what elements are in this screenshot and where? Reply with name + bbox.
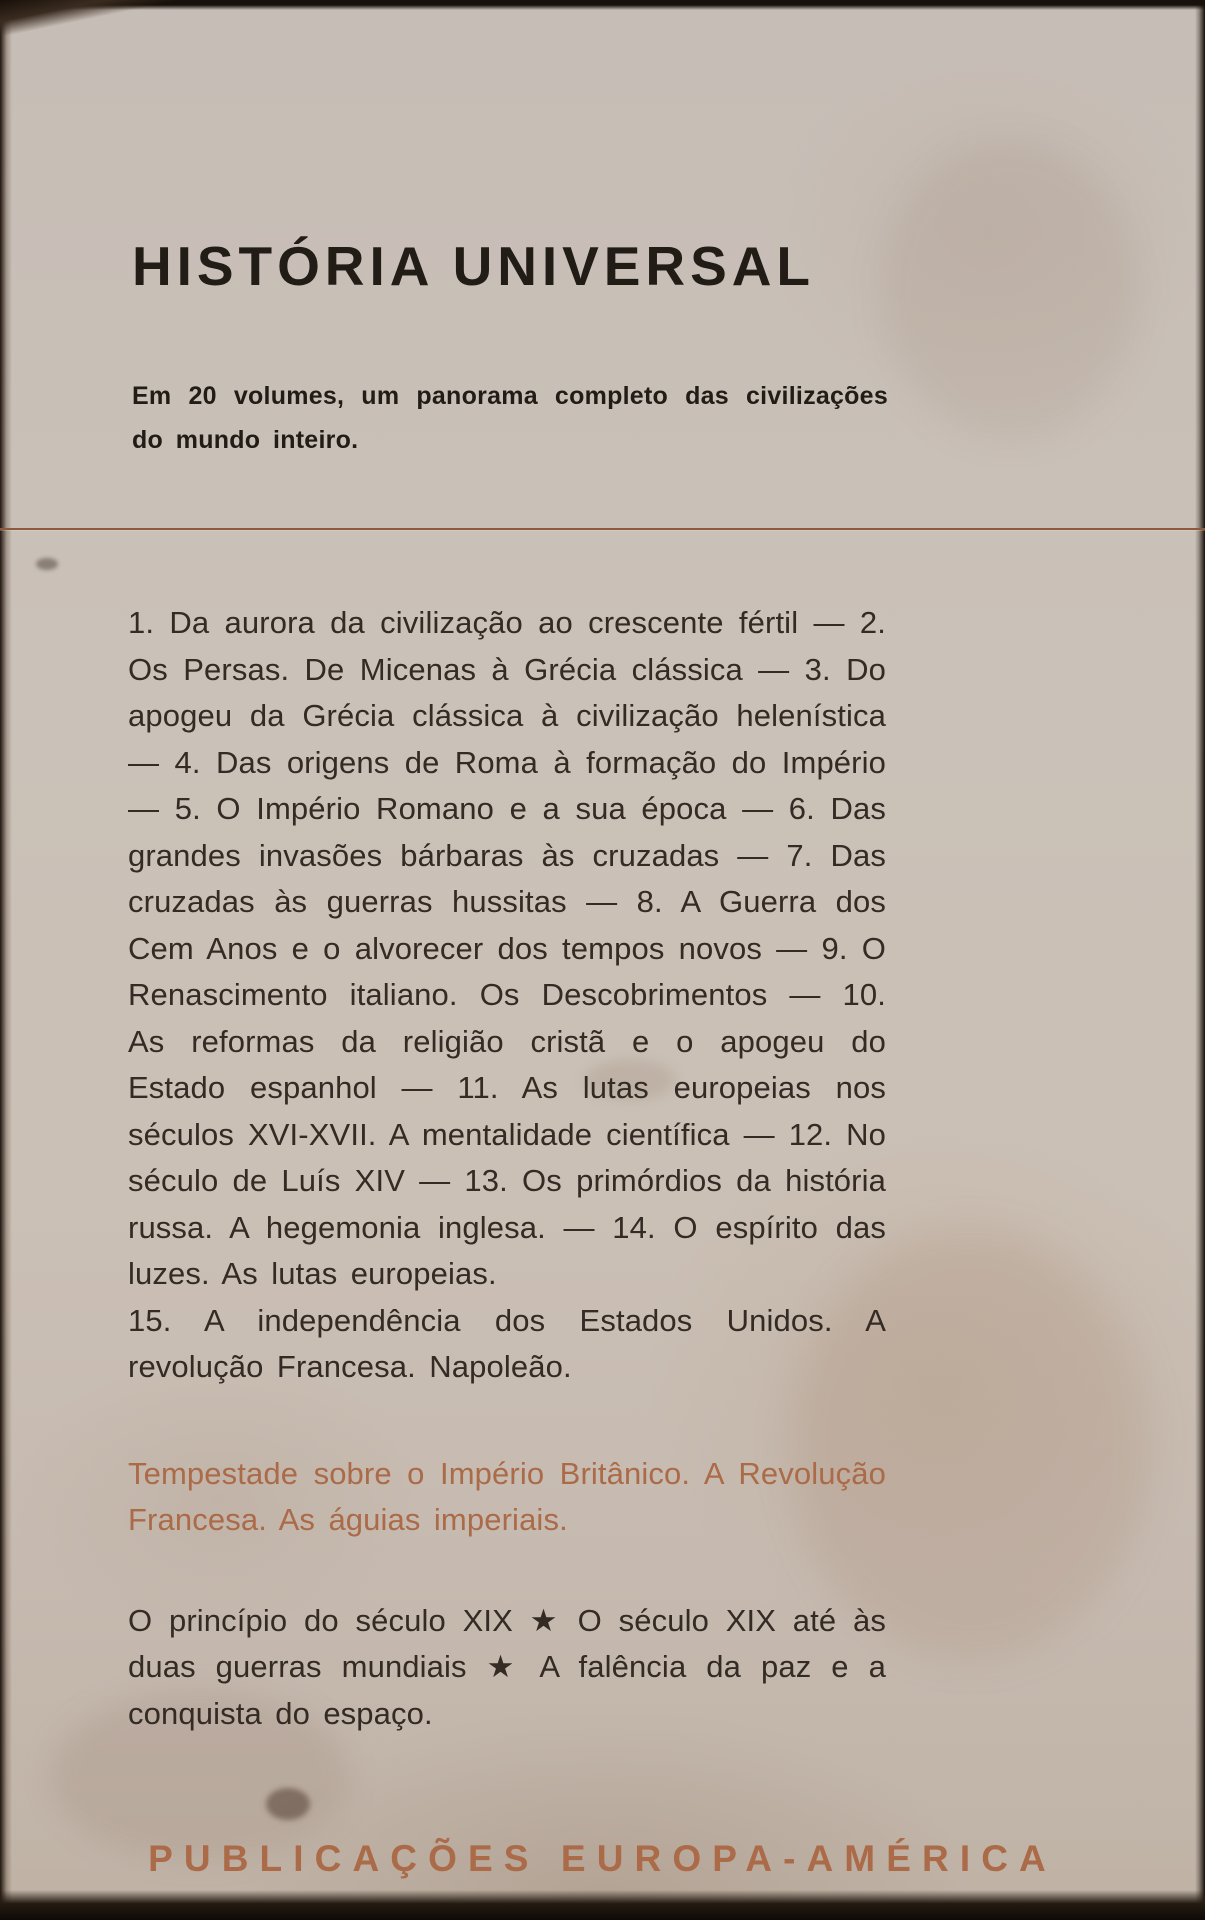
divider-rule: [0, 528, 1205, 530]
page-edge-right: [1195, 0, 1205, 1920]
page-edge-bottom: [0, 1890, 1205, 1920]
page-edge-top: [0, 0, 1205, 10]
volumes-section: [128, 600, 886, 1737]
series-subtitle: Em 20 volumes, um panorama completo das civilizações do mundo inteiro.: [132, 382, 888, 454]
volumes-list: 1. Da aurora da civilização ao crescente fértil — 2. Os Persas. De Micenas à Grécia clássica — 3. Do apogeu da Grécia clássica à civilização helenística — 4. Das origens de Roma à formação do Império — 5. O Império Romano e a sua época — 6. Das grandes invasões bárbaras às cruzadas — 7. Das cruzadas às guerras hussitas — 8. A Guerra dos Cem Anos e o alvorecer dos tempos novos — 9. O Renascimento italiano. Os Descobrimentos — 10. As reformas da religião cristã e o apogeu do Estado espanhol — 11. As lutas europeias nos séculos XVI-XVII. A mentalidade científica — 12. No século de Luís XIV — 13. Os primórdios da história russa. A hegemonia inglesa. — 14. O espírito das luzes. As lutas europeias.: [128, 605, 886, 1291]
paper-stain: [36, 558, 58, 570]
publisher-name: PUBLICAÇÕES EUROPA-AMÉRICA: [148, 1838, 1057, 1879]
paper-stain: [266, 1788, 310, 1820]
featured-volume-text: Tempestade sobre o Império Britânico. A Revolução Francesa. As águias imperiais.: [128, 1455, 886, 1537]
page-edge-left: [0, 0, 12, 1920]
paper-stain: [880, 140, 1140, 440]
upcoming-volumes-text: O princípio do século XIX ★ O século XIX até às duas guerras mundiais ★ A falência da paz e a conquista do espaço.: [128, 1602, 886, 1731]
volume-15-entry: 15. A independência dos Estados Unidos. A revolução Francesa. Napoleão.: [128, 1302, 886, 1384]
corner-wear: [0, 0, 175, 36]
series-title: HISTÓRIA UNIVERSAL: [132, 235, 815, 297]
